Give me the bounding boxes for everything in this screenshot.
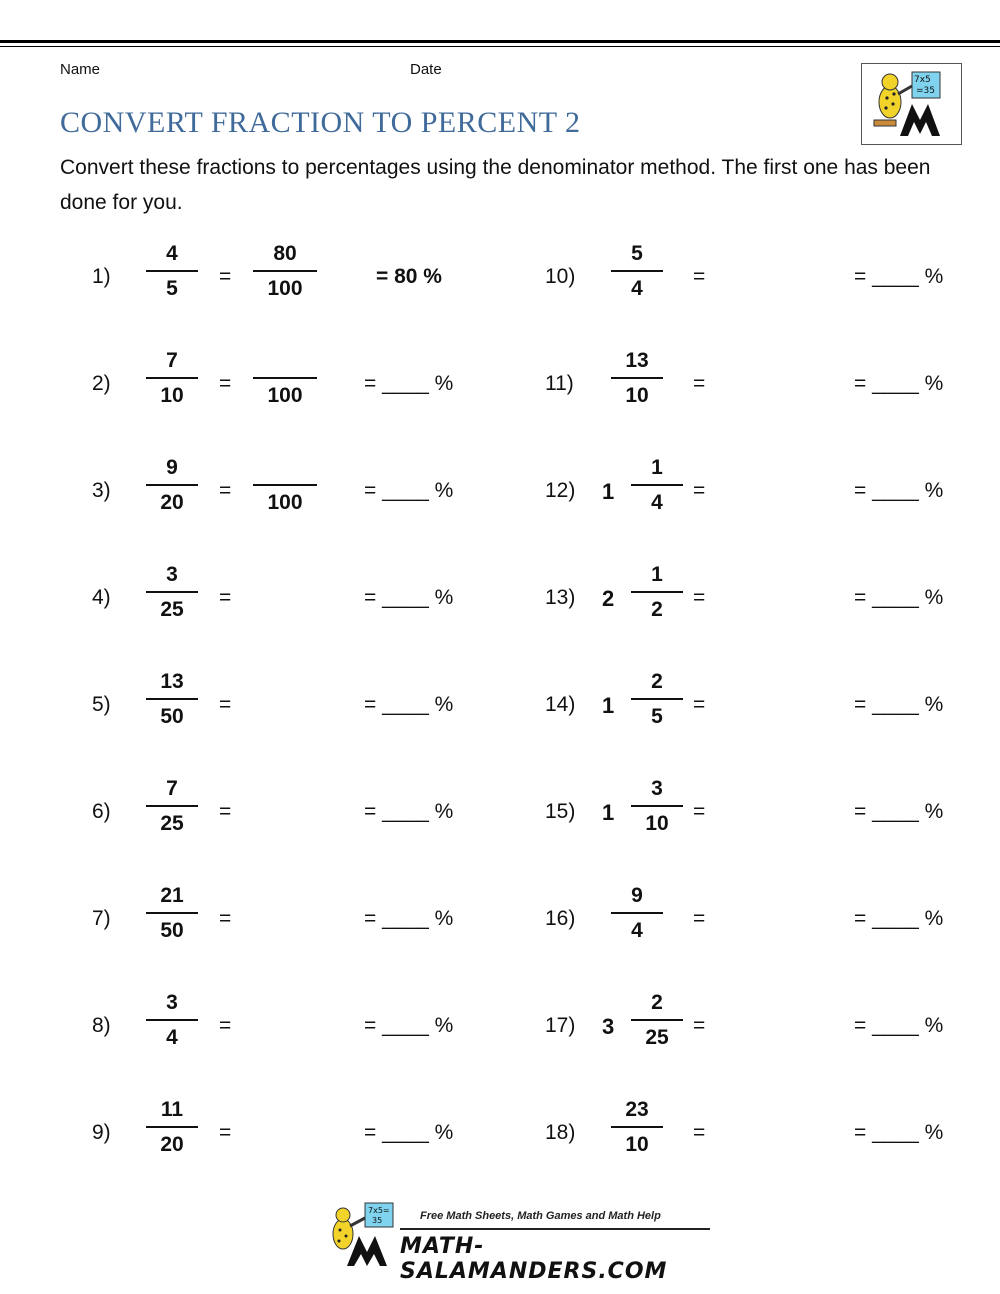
fraction-bar <box>146 270 198 272</box>
denominator: 50 <box>160 919 184 942</box>
footer-rule <box>400 1228 710 1230</box>
fraction <box>146 348 198 409</box>
denominator: 4 <box>166 1026 178 1049</box>
problem-9 <box>92 1097 522 1177</box>
page-title: CONVERT FRACTION TO PERCENT 2 <box>60 106 581 139</box>
equals-sign: = <box>219 586 232 609</box>
numerator: 23 <box>625 1098 649 1121</box>
problem-number: 16) <box>545 907 576 930</box>
salamander-logo-icon <box>325 1200 400 1270</box>
numerator: 9 <box>631 884 643 907</box>
numerator: 2 <box>651 991 663 1014</box>
numerator: 3 <box>166 991 178 1014</box>
fraction-bar <box>146 591 198 593</box>
answer-blank[interactable]: = ____ % <box>854 586 944 609</box>
problem-number: 1) <box>92 265 111 288</box>
numerator: 21 <box>160 884 184 907</box>
equiv-numerator-blank[interactable] <box>253 348 317 374</box>
denominator: 10 <box>625 384 649 407</box>
problem-number: 12) <box>545 479 576 502</box>
numerator: 2 <box>651 670 663 693</box>
problem-7 <box>92 883 522 963</box>
fraction-bar <box>631 484 683 486</box>
problem-12 <box>545 455 975 535</box>
answer-blank[interactable]: = ____ % <box>854 693 944 716</box>
equals-sign: = <box>693 693 706 716</box>
footer-site-name[interactable]: MATH-SALAMANDERS.COM <box>400 1234 668 1284</box>
whole-number: 1 <box>602 479 615 504</box>
fraction-bar <box>253 377 317 379</box>
answer-blank[interactable]: = ____ % <box>364 693 454 716</box>
answer-blank[interactable]: = ____ % <box>364 479 454 502</box>
denominator: 25 <box>160 598 184 621</box>
denominator: 50 <box>160 705 184 728</box>
problem-number: 6) <box>92 800 111 823</box>
numerator: 7 <box>166 349 178 372</box>
problem-1 <box>92 241 522 321</box>
fraction <box>146 990 198 1051</box>
problem-17 <box>545 990 975 1070</box>
equiv-denominator: 100 <box>267 491 303 514</box>
svg-text:=35: =35 <box>916 86 935 96</box>
svg-text:7x5=: 7x5= <box>368 1206 390 1215</box>
numerator: 7 <box>166 777 178 800</box>
answer-blank[interactable]: = ____ % <box>854 800 944 823</box>
equals-sign: = <box>219 372 232 395</box>
svg-text:7x5: 7x5 <box>914 75 931 85</box>
fraction <box>631 776 683 837</box>
problem-4 <box>92 562 522 642</box>
fraction-bar <box>611 1126 663 1128</box>
equals-sign: = <box>693 800 706 823</box>
fraction-bar <box>146 912 198 914</box>
answer-blank[interactable]: = ____ % <box>854 479 944 502</box>
equals-sign: = <box>219 1121 232 1144</box>
problem-number: 15) <box>545 800 576 823</box>
numerator: 1 <box>651 456 663 479</box>
fraction-bar <box>146 805 198 807</box>
problem-6 <box>92 776 522 856</box>
numerator: 13 <box>160 670 184 693</box>
numerator: 4 <box>166 242 178 265</box>
top-rule <box>0 40 1000 43</box>
whole-number: 2 <box>602 586 615 611</box>
fraction <box>631 669 683 730</box>
fraction-bar <box>611 270 663 272</box>
problem-18 <box>545 1097 975 1177</box>
name-label: Name <box>60 61 101 78</box>
problem-14 <box>545 669 975 749</box>
equals-sign: = <box>693 479 706 502</box>
problem-15 <box>545 776 975 856</box>
problem-number: 17) <box>545 1014 576 1037</box>
equals-sign: = <box>693 586 706 609</box>
problem-2 <box>92 348 522 428</box>
worked-answer: = 80 % <box>376 265 442 288</box>
denominator: 10 <box>645 812 669 835</box>
equals-sign: = <box>219 479 232 502</box>
fraction-bar <box>146 1126 198 1128</box>
equals-sign: = <box>693 372 706 395</box>
answer-blank[interactable]: = ____ % <box>854 1014 944 1037</box>
problem-number: 9) <box>92 1121 111 1144</box>
equals-sign: = <box>219 693 232 716</box>
problem-11 <box>545 348 975 428</box>
denominator: 2 <box>651 598 663 621</box>
numerator: 13 <box>625 349 649 372</box>
equals-sign: = <box>693 1014 706 1037</box>
equiv-numerator: 80 <box>273 242 297 265</box>
answer-blank[interactable]: = ____ % <box>854 372 944 395</box>
denominator: 4 <box>631 919 643 942</box>
fraction <box>146 1097 198 1158</box>
equivalent-fraction <box>253 348 317 409</box>
problem-8 <box>92 990 522 1070</box>
answer-blank[interactable]: = ____ % <box>364 586 454 609</box>
fraction-bar <box>631 805 683 807</box>
fraction-bar <box>631 1019 683 1021</box>
equiv-numerator-blank[interactable] <box>253 455 317 481</box>
numerator: 9 <box>166 456 178 479</box>
fraction <box>611 1097 663 1158</box>
date-label: Date <box>410 61 442 78</box>
fraction-bar <box>146 484 198 486</box>
numerator: 11 <box>160 1098 184 1121</box>
numerator: 3 <box>166 563 178 586</box>
equivalent-fraction <box>253 241 317 302</box>
numerator: 1 <box>651 563 663 586</box>
problem-16 <box>545 883 975 963</box>
equivalent-fraction <box>253 455 317 516</box>
fraction-bar <box>611 912 663 914</box>
problem-number: 13) <box>545 586 576 609</box>
equals-sign: = <box>219 265 232 288</box>
denominator: 20 <box>160 1133 184 1156</box>
denominator: 4 <box>631 277 643 300</box>
fraction-bar <box>611 377 663 379</box>
fraction-bar <box>146 1019 198 1021</box>
answer-blank[interactable]: = ____ % <box>364 907 454 930</box>
problem-number: 2) <box>92 372 111 395</box>
footer-tagline: Free Math Sheets, Math Games and Math Help <box>420 1210 661 1222</box>
equals-sign: = <box>219 800 232 823</box>
equals-sign: = <box>693 907 706 930</box>
fraction <box>146 883 198 944</box>
denominator: 4 <box>651 491 663 514</box>
problem-3 <box>92 455 522 535</box>
top-rule-thin <box>0 46 1000 47</box>
fraction <box>146 562 198 623</box>
problem-13 <box>545 562 975 642</box>
fraction-bar <box>146 698 198 700</box>
fraction <box>631 455 683 516</box>
problem-number: 8) <box>92 1014 111 1037</box>
numerator: 3 <box>651 777 663 800</box>
equals-sign: = <box>219 1014 232 1037</box>
denominator: 25 <box>160 812 184 835</box>
fraction-bar <box>631 591 683 593</box>
denominator: 25 <box>645 1026 669 1049</box>
answer-blank[interactable]: = ____ % <box>364 1014 454 1037</box>
problem-number: 11) <box>545 372 574 395</box>
fraction-bar <box>253 270 317 272</box>
problem-number: 5) <box>92 693 111 716</box>
answer-blank[interactable]: = ____ % <box>364 372 454 395</box>
footer-brand[interactable] <box>325 1200 715 1284</box>
salamander-logo <box>861 63 962 145</box>
fraction <box>611 241 663 302</box>
answer-blank[interactable]: = ____ % <box>854 1121 944 1144</box>
problem-number: 18) <box>545 1121 576 1144</box>
fraction <box>146 455 198 516</box>
fraction <box>611 883 663 944</box>
svg-text:35: 35 <box>372 1216 383 1225</box>
numerator: 5 <box>631 242 643 265</box>
denominator: 10 <box>625 1133 649 1156</box>
fraction-bar <box>253 484 317 486</box>
whole-number: 1 <box>602 693 615 718</box>
problem-number: 3) <box>92 479 111 502</box>
problem-number: 10) <box>545 265 576 288</box>
equiv-denominator: 100 <box>267 384 303 407</box>
fraction <box>146 669 198 730</box>
fraction <box>611 348 663 409</box>
equals-sign: = <box>693 265 706 288</box>
problem-5 <box>92 669 522 749</box>
fraction-bar <box>631 698 683 700</box>
instructions: Convert these fractions to percentages using the denominator method. The first one has been done for you. <box>60 156 931 214</box>
whole-number: 1 <box>602 800 615 825</box>
fraction <box>631 990 683 1051</box>
fraction-bar <box>146 377 198 379</box>
equiv-denominator: 100 <box>267 277 303 300</box>
answer-blank[interactable]: = ____ % <box>364 1121 454 1144</box>
denominator: 5 <box>651 705 663 728</box>
denominator: 10 <box>160 384 184 407</box>
equals-sign: = <box>219 907 232 930</box>
denominator: 5 <box>166 277 178 300</box>
whole-number: 3 <box>602 1014 615 1039</box>
problem-10 <box>545 241 975 321</box>
problem-number: 4) <box>92 586 111 609</box>
fraction <box>631 562 683 623</box>
fraction <box>146 776 198 837</box>
equals-sign: = <box>693 1121 706 1144</box>
problem-number: 7) <box>92 907 111 930</box>
answer-blank[interactable]: = ____ % <box>854 265 944 288</box>
problem-number: 14) <box>545 693 576 716</box>
answer-blank[interactable]: = ____ % <box>854 907 944 930</box>
answer-blank[interactable]: = ____ % <box>364 800 454 823</box>
salamander-logo-icon <box>862 64 962 144</box>
denominator: 20 <box>160 491 184 514</box>
fraction <box>146 241 198 302</box>
